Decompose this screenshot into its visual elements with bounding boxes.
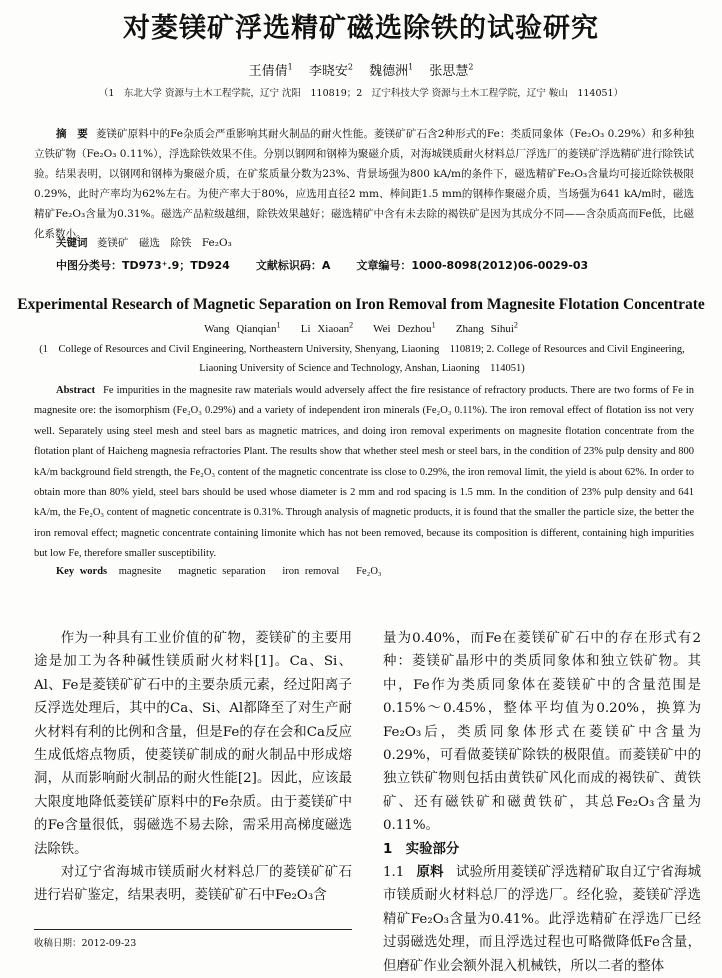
abstract-en xyxy=(34,381,694,565)
affiliation-en: (1 College of Resources and Civil Engineering, Northeastern University, Shenyang, Liaoning 110819; 2. College of Resources and Civil Engineering, Liaoning University of Science and Technology, Anshan, Liaoning 114051) xyxy=(39,344,685,374)
author-cn: 魏德洲$^1$ xyxy=(369,62,414,79)
author-cn: 李晓安$^2$ xyxy=(308,62,353,79)
abstract-text-en: Fe impurities in the magnesite raw materials would adversely affect the fire resistance of refractory products. There are two forms of Fe in magnesite ore: the isomorphism (Fe₂O₃ 0.29%) and a variety of independent iron minerals (Fe₂O₃ 0.11%). The iron removal effect of flotation iss not very well. Separately using steel mesh and steel bars as magnetic matrices, and doing iron removal experiments on magnesite flotation concentrate from the flotation plant of Haicheng magnesia refractories Plant. The results show that whether steel mesh or steel bars, in the condition of 23% pulp density and 800 kA/m background field strength, the Fe₂O₃ content of the magnetic concentrate iss close to 0.29%, the iron removal limit, the yield is about 62%. In order to obtain more than 80% yield, steel bars should be used whose diameter is 2 mm and rod spacing is 1.5 mm. In the condition of 23% pulp density and 641 kA/m, the Fe₂O₃ content of magnetic concentrate is 0.31%. Through analysis of magnetic products, it is found that the smaller the particle size, the better the iron removal effect; magnetic concentrate containing limonite which has not been removed, because its composition is different, containing high impurities but low Fe, therefore smaller susceptibility. xyxy=(34,385,694,560)
author-en: Wei Dezhou$^1$ xyxy=(373,320,436,335)
abstract-cn xyxy=(34,124,694,244)
keyword-cn: 磁选 xyxy=(138,237,160,249)
keywords-cn xyxy=(56,235,232,250)
body-paragraph: 对辽宁省海城市镁质耐火材料总厂的菱镁矿矿石进行岩矿鉴定，结果表明，菱镁矿矿石中Fe₂O₃含 xyxy=(34,865,352,904)
abstract-label-cn: 摘 要 xyxy=(56,128,88,140)
author-en: Li Xiaoan$^2$ xyxy=(300,320,354,335)
body-paragraph: 作为一种具有工业价值的矿物，菱镁矿的主要用途是加工为各种碱性镁质耐火材料[1]。Ca、Si、Al、Fe是菱镁矿矿石中的主要杂质元素，经过阳离子反浮选处理后，其中的Ca、Si、Al都降至了对生产耐火材料有利的比例和含量，但是Fe的存在会和Ca反应生成低熔点物质，使菱镁矿制成的耐火制品中形成熔洞，从而影响耐火制品的耐火性能[2]。因此，应该最大限度地降低菱镁矿原料中的Fe杂质。由于菱镁矿中的Fe含量很低，弱磁选不易去除，需采用高梯度磁选法除铁。 xyxy=(34,631,352,857)
abstract-label-en: Abstract xyxy=(56,385,96,396)
body-column-right xyxy=(383,627,701,978)
keyword-cn: Fe₂O₃ xyxy=(201,237,232,249)
subsection-paragraph xyxy=(383,861,701,978)
keywords-en xyxy=(56,566,382,577)
author-cn: 王倩倩$^1$ xyxy=(248,62,293,79)
author-cn: 张思慧$^2$ xyxy=(429,62,474,79)
classification-line xyxy=(56,257,614,273)
author-list-cn xyxy=(0,60,722,79)
subsection-number: 1.1 xyxy=(383,865,405,881)
affiliation-cn: （1 东北大学 资源与土木工程学院，辽宁 沈阳 110819；2 辽宁科技大学 资源与土木工程学院，辽宁 鞍山 114051） xyxy=(98,88,624,99)
author-en: Zhang Sihui$^2$ xyxy=(455,320,518,335)
keywords-label-en: Key words xyxy=(56,566,108,577)
subsection-title: 原料 xyxy=(416,865,444,881)
keyword-cn: 菱镁矿 xyxy=(96,237,129,249)
abstract-text-cn: 菱镁矿原料中的Fe杂质会严重影响其耐火制品的耐火性能。菱镁矿矿石含2种形式的Fe：类质同象体（Fe₂O₃ 0.29%）和多种独立铁矿物（Fe₂O₃ 0.11%），浮选除铁效果不佳。分别以钢网和钢棒为聚磁介质，对海城镁质耐火材料总厂浮选厂的菱镁矿浮选精矿进行除铁试验。结果表明，以钢网和钢棒为聚磁介质，在矿浆质量分数为23%、背景场强为800 kA/m的条件下，磁选精矿Fe₂O₃含量均可接近除铁极限0.29%，此时产率均为62%左右。为使产率大于80%，应选用直径2 mm、棒间距1.5 mm的钢棒作聚磁介质，当场强为641 kA/m时，磁选精矿Fe₂O₃含量为0.31%。磁选产品粒级越细，除铁效果越好；磁选精矿中含有未去除的褐铁矿是因为其成分不同——含杂质高而Fe低，比磁化系数小。 xyxy=(34,128,694,240)
keyword-en: magnetic separation xyxy=(178,566,266,577)
author-en: Wang Qianqian$^1$ xyxy=(204,320,281,335)
footnote-divider xyxy=(34,929,352,930)
subsection-text: 试验所用菱镁矿浮选精矿取自辽宁省海城市镁质耐火材料总厂的浮选厂。经化验，菱镁矿浮选精矿Fe₂O₃含量为0.41%。此浮选精矿在浮选厂已经过弱磁选处理，而且浮选过程也可略微降低Fe含量，但磨矿作业会额外混入机械铁，所以二者的整体 xyxy=(383,865,701,974)
received-date-footnote: 收稿日期：2012-09-23 xyxy=(34,938,137,949)
paper-title-cn: 对菱镁矿浮选精矿磁选除铁的试验研究 xyxy=(123,13,599,44)
section-heading: 1 实验部分 xyxy=(383,841,460,857)
body-column-left xyxy=(34,627,352,908)
keyword-cn: 除铁 xyxy=(170,237,192,249)
keyword-en: Fe₂O₃ xyxy=(356,566,382,577)
clc-number: 中图分类号：TD973⁺.9；TD924 xyxy=(56,259,230,272)
author-list-en xyxy=(0,320,722,335)
document-code: 文献标识码：A xyxy=(255,259,331,272)
body-paragraph: 量为0.40%，而Fe在菱镁矿矿石中的存在形式有2种：菱镁矿晶形中的类质同象体和独立铁矿物。其中，Fe作为类质同象体在菱镁矿中的含量范围是0.15%～0.45%，整体平均值为0.20%，换算为Fe₂O₃后，类质同象体形式在菱镁矿中含量为0.29%，可看做菱镁矿除铁的极限值。而菱镁矿中的独立铁矿物则包括由黄铁矿风化而成的褐铁矿、黄铁矿、还有磁铁矿和磁黄铁矿，其总Fe₂O₃含量为0.11%。 xyxy=(383,631,701,834)
article-number: 文章编号：1000-8098(2012)06-0029-03 xyxy=(356,259,589,272)
paper-title-en: Experimental Research of Magnetic Separation on Iron Removal from Magnesite Flotation Concentrate xyxy=(17,296,705,313)
keyword-en: magnesite xyxy=(118,566,162,577)
keywords-label-cn: 关键词 xyxy=(56,237,88,249)
keyword-en: iron removal xyxy=(282,566,340,577)
